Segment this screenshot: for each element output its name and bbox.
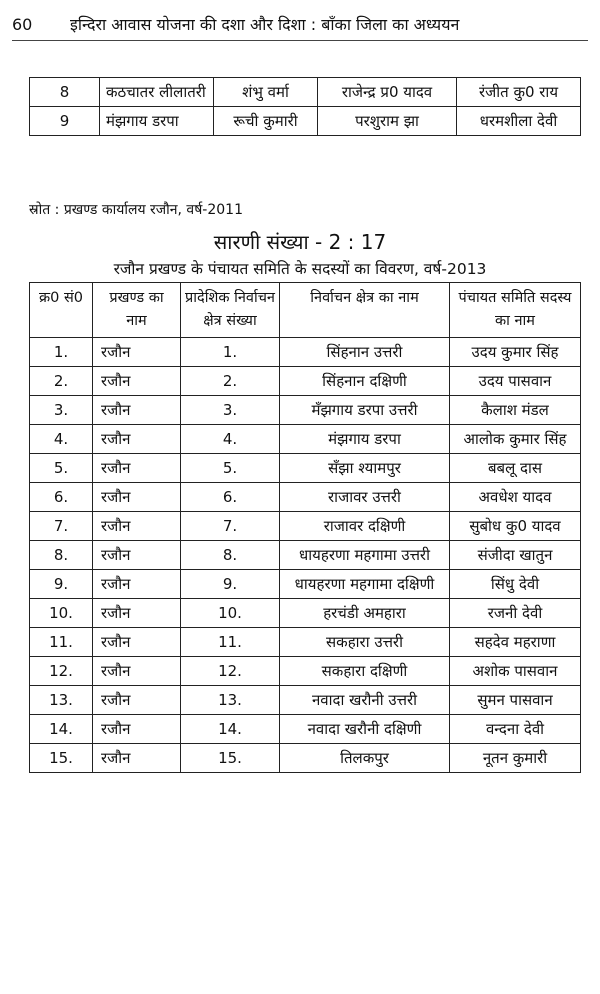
table-row bbox=[30, 396, 581, 425]
ward-number-cell: 2. bbox=[181, 367, 280, 396]
constituency-cell: तिलकपुर bbox=[280, 744, 450, 773]
member-cell: सिंधु देवी bbox=[450, 570, 581, 599]
serial-cell: 10. bbox=[30, 599, 93, 628]
table-row bbox=[30, 454, 581, 483]
name-cell: धरमशीला देवी bbox=[457, 107, 581, 136]
member-cell: उदय कुमार सिंह bbox=[450, 338, 581, 367]
serial-cell: 9. bbox=[30, 570, 93, 599]
table-row bbox=[30, 483, 581, 512]
table-row bbox=[30, 686, 581, 715]
member-header: पंचायत समिति सदस्य का नाम bbox=[450, 283, 581, 338]
ward-number-cell: 6. bbox=[181, 483, 280, 512]
block-cell: रजौन bbox=[93, 396, 181, 425]
ward-number-cell: 12. bbox=[181, 657, 280, 686]
block-cell: रजौन bbox=[93, 744, 181, 773]
constituency-cell: हरचंडी अमहारा bbox=[280, 599, 450, 628]
ward-number-cell: 11. bbox=[181, 628, 280, 657]
ward-number-cell: 14. bbox=[181, 715, 280, 744]
table-row bbox=[30, 78, 581, 107]
serial-cell: 13. bbox=[30, 686, 93, 715]
ward-number-cell: 8. bbox=[181, 541, 280, 570]
continued-table-body bbox=[30, 78, 581, 136]
ward-number-header: प्रादेशिक निर्वाचन क्षेत्र संख्या bbox=[181, 283, 280, 338]
block-cell: रजौन bbox=[93, 686, 181, 715]
table-row bbox=[30, 425, 581, 454]
table-row bbox=[30, 657, 581, 686]
serial-cell: 8. bbox=[30, 541, 93, 570]
serial-cell: 12. bbox=[30, 657, 93, 686]
block-cell: रजौन bbox=[93, 483, 181, 512]
constituency-cell: सँझा श्यामपुर bbox=[280, 454, 450, 483]
serial-cell: 3. bbox=[30, 396, 93, 425]
serial-cell: 6. bbox=[30, 483, 93, 512]
block-cell: रजौन bbox=[93, 541, 181, 570]
serial-cell: 2. bbox=[30, 367, 93, 396]
name-cell: रूची कुमारी bbox=[214, 107, 318, 136]
ward-number-cell: 10. bbox=[181, 599, 280, 628]
name-cell: राजेन्द्र प्र0 यादव bbox=[318, 78, 457, 107]
page-header bbox=[12, 10, 588, 41]
constituency-header: निर्वाचन क्षेत्र का नाम bbox=[280, 283, 450, 338]
serial-cell: 5. bbox=[30, 454, 93, 483]
table-header-row bbox=[30, 283, 581, 338]
member-cell: रजनी देवी bbox=[450, 599, 581, 628]
serial-header: क्र0 सं0 bbox=[30, 283, 93, 338]
member-cell: सुमन पासवान bbox=[450, 686, 581, 715]
constituency-cell: धायहरणा महगामा उत्तरी bbox=[280, 541, 450, 570]
name-cell: परशुराम झा bbox=[318, 107, 457, 136]
constituency-cell: राजावर उत्तरी bbox=[280, 483, 450, 512]
member-cell: वन्दना देवी bbox=[450, 715, 581, 744]
source-note: स्रोत : प्रखण्ड कार्यालय रजौन, वर्ष-2011 bbox=[29, 202, 243, 218]
table-caption: रजौन प्रखण्ड के पंचायत समिति के सदस्यों का विवरण, वर्ष-2013 bbox=[113, 260, 487, 278]
ward-number-cell: 3. bbox=[181, 396, 280, 425]
block-cell: रजौन bbox=[93, 715, 181, 744]
ward-number-cell: 9. bbox=[181, 570, 280, 599]
village-cell: मंझगाय डरपा bbox=[100, 107, 214, 136]
member-cell: उदय पासवान bbox=[450, 367, 581, 396]
member-cell: कैलाश मंडल bbox=[450, 396, 581, 425]
serial-cell: 14. bbox=[30, 715, 93, 744]
table-row bbox=[30, 599, 581, 628]
block-cell: रजौन bbox=[93, 599, 181, 628]
table-row bbox=[30, 744, 581, 773]
constituency-cell: नवादा खरौनी उत्तरी bbox=[280, 686, 450, 715]
table-row bbox=[30, 628, 581, 657]
village-cell: कठचातर लीलातरी bbox=[100, 78, 214, 107]
ward-number-cell: 7. bbox=[181, 512, 280, 541]
member-cell: संजीदा खातुन bbox=[450, 541, 581, 570]
ward-number-cell: 15. bbox=[181, 744, 280, 773]
ward-number-cell: 5. bbox=[181, 454, 280, 483]
serial-cell: 7. bbox=[30, 512, 93, 541]
panchayat-samiti-table bbox=[29, 282, 581, 773]
table-row bbox=[30, 338, 581, 367]
table-row bbox=[30, 715, 581, 744]
running-title: इन्दिरा आवास योजना की दशा और दिशा : बाँका जिला का अध्ययन bbox=[70, 15, 460, 34]
member-cell: अवधेश यादव bbox=[450, 483, 581, 512]
constituency-cell: मँझगाय डरपा उत्तरी bbox=[280, 396, 450, 425]
constituency-cell: नवादा खरौनी दक्षिणी bbox=[280, 715, 450, 744]
member-cell: सुबोध कु0 यादव bbox=[450, 512, 581, 541]
table-row bbox=[30, 512, 581, 541]
serial-cell: 4. bbox=[30, 425, 93, 454]
block-cell: रजौन bbox=[93, 628, 181, 657]
table-row bbox=[30, 570, 581, 599]
member-cell: अशोक पासवान bbox=[450, 657, 581, 686]
serial-cell: 11. bbox=[30, 628, 93, 657]
block-cell: रजौन bbox=[93, 454, 181, 483]
ward-number-cell: 13. bbox=[181, 686, 280, 715]
constituency-cell: सिंहनान दक्षिणी bbox=[280, 367, 450, 396]
block-cell: रजौन bbox=[93, 338, 181, 367]
ward-number-cell: 1. bbox=[181, 338, 280, 367]
block-cell: रजौन bbox=[93, 512, 181, 541]
table-number: सारणी संख्या - 2 : 17 bbox=[213, 230, 387, 254]
member-cell: आलोक कुमार सिंह bbox=[450, 425, 581, 454]
name-cell: शंभु वर्मा bbox=[214, 78, 318, 107]
constituency-cell: सकहारा उत्तरी bbox=[280, 628, 450, 657]
block-cell: रजौन bbox=[93, 570, 181, 599]
table-row bbox=[30, 107, 581, 136]
table-body bbox=[30, 338, 581, 773]
constituency-cell: सिंहनान उत्तरी bbox=[280, 338, 450, 367]
constituency-cell: सकहारा दक्षिणी bbox=[280, 657, 450, 686]
block-header: प्रखण्ड का नाम bbox=[93, 283, 181, 338]
continued-table bbox=[29, 77, 581, 136]
table-row bbox=[30, 541, 581, 570]
constituency-cell: मंझगाय डरपा bbox=[280, 425, 450, 454]
member-cell: बबलू दास bbox=[450, 454, 581, 483]
serial-cell: 8 bbox=[30, 78, 100, 107]
block-cell: रजौन bbox=[93, 367, 181, 396]
block-cell: रजौन bbox=[93, 425, 181, 454]
page-number: 60 bbox=[12, 15, 33, 34]
table-row bbox=[30, 367, 581, 396]
constituency-cell: धायहरणा महगामा दक्षिणी bbox=[280, 570, 450, 599]
serial-cell: 15. bbox=[30, 744, 93, 773]
member-cell: नूतन कुमारी bbox=[450, 744, 581, 773]
ward-number-cell: 4. bbox=[181, 425, 280, 454]
name-cell: रंजीत कु0 राय bbox=[457, 78, 581, 107]
member-cell: सहदेव महराणा bbox=[450, 628, 581, 657]
constituency-cell: राजावर दक्षिणी bbox=[280, 512, 450, 541]
serial-cell: 9 bbox=[30, 107, 100, 136]
serial-cell: 1. bbox=[30, 338, 93, 367]
block-cell: रजौन bbox=[93, 657, 181, 686]
